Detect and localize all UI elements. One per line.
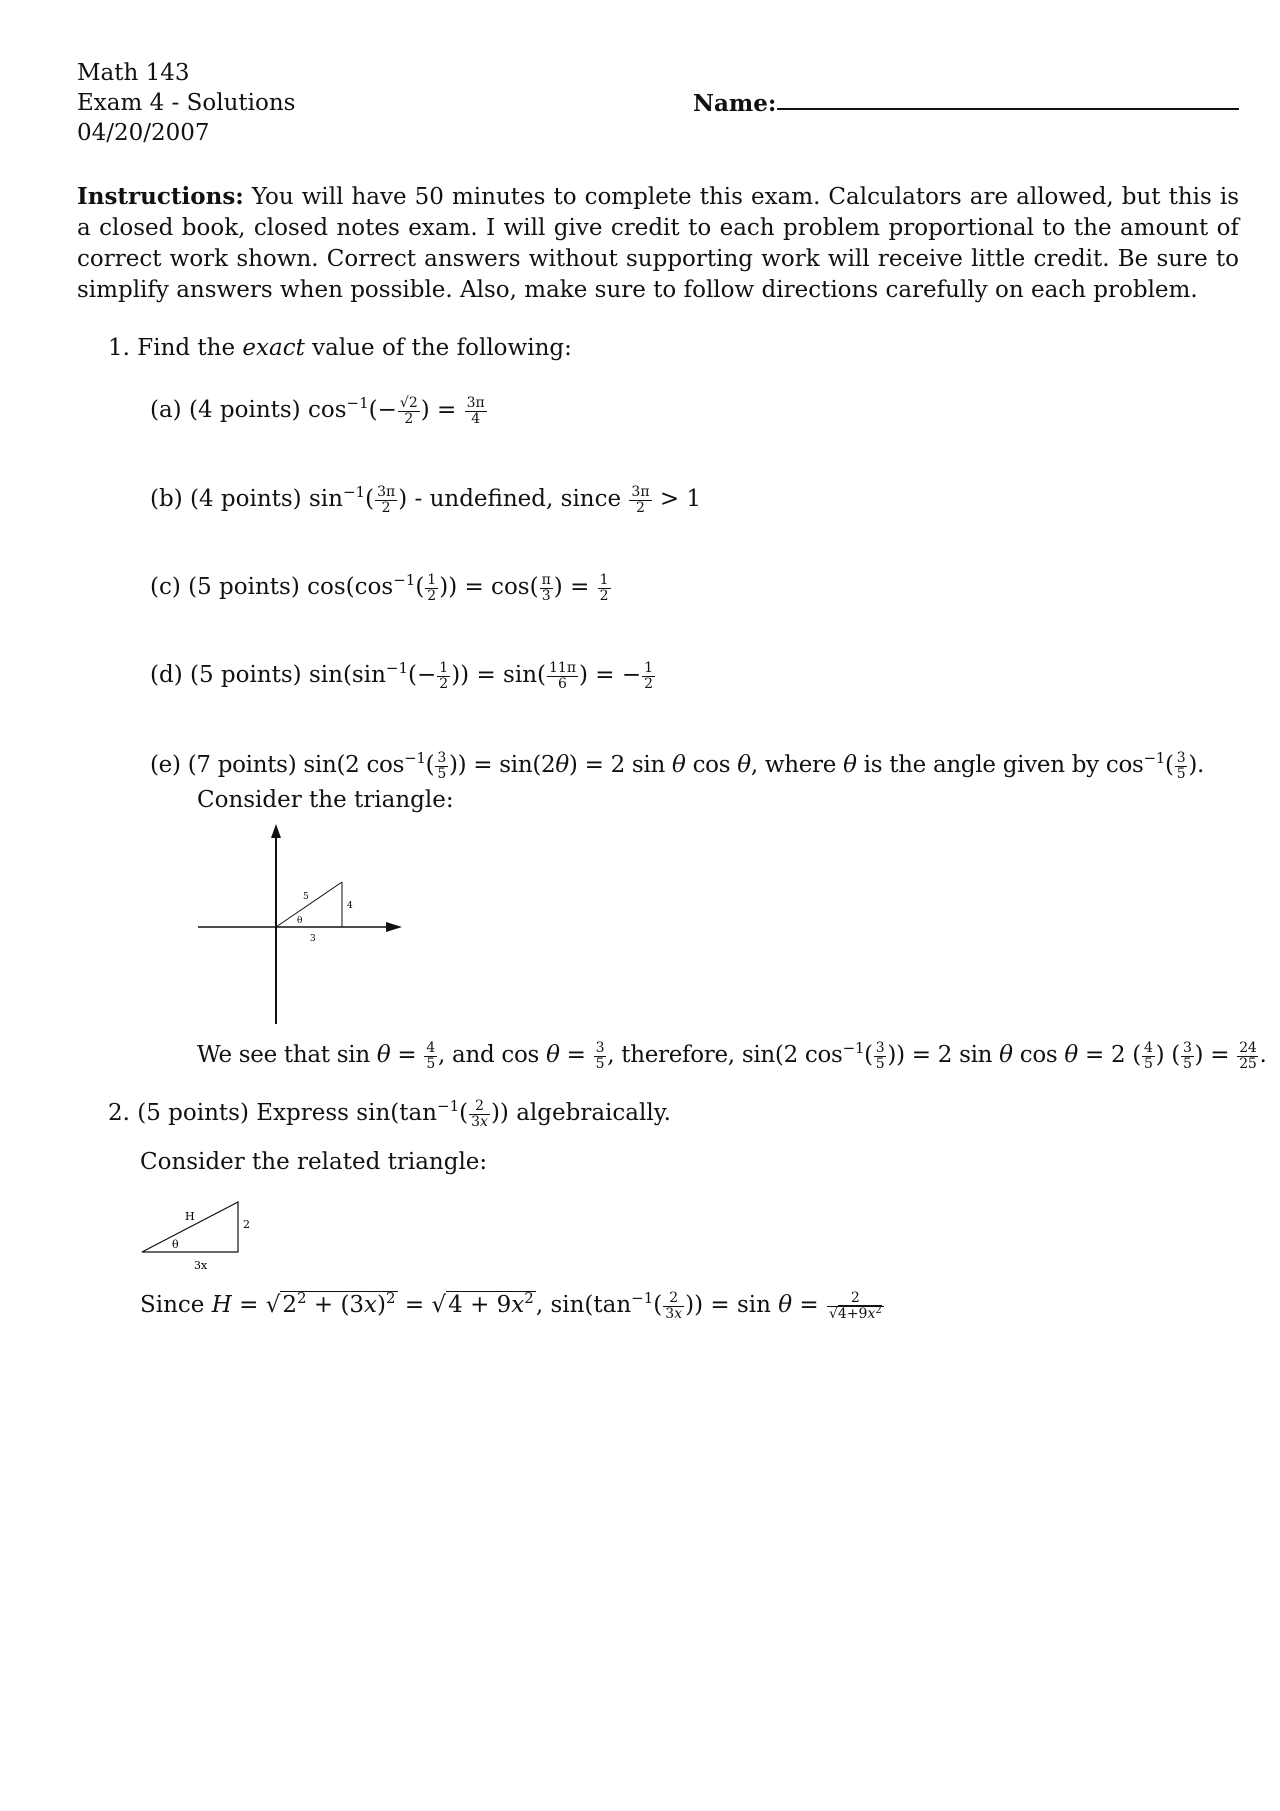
problem-2-number: 2. bbox=[108, 1100, 130, 1126]
hyp-label-2: H bbox=[185, 1210, 195, 1223]
part-e-result: sin(2 $\cos^{-1}$( $\frac{3}{5}$ )) = 2 sin θ cos θ = 2 ( $\frac{4}{5}$ ) ( $\frac{3}{5}$ ) = $\frac{24}{25}$ . bbox=[741, 1039, 1267, 1072]
y-axis-arrow bbox=[271, 824, 281, 838]
exam-date: 04/20/2007 bbox=[77, 120, 210, 146]
problem-2-result: $H = √2^2 + (3x)^2 = √4 + 9x^2$, $\sin(\tan^{-1}$( $\frac{2}{3x}$ )) = sin θ = $\frac{2}{√4+9x^2}$ bbox=[211, 1289, 882, 1322]
problem-1-prompt-emph: exact bbox=[242, 335, 305, 361]
part-a-expression: $\cos^{-1}(-$ $\frac{√2}{2}$ ) = $\frac{3\pi}{4}$ bbox=[307, 394, 485, 427]
problem-1-prompt-before: Find the bbox=[137, 335, 236, 361]
triangle-figure-1 bbox=[190, 820, 410, 1030]
part-e-angle-text: is the angle given by bbox=[863, 752, 1099, 778]
instructions-label: Instructions: bbox=[77, 183, 244, 210]
x-axis-arrow bbox=[386, 922, 402, 932]
problem-2-expression: $\sin(\tan^{-1}$( $\frac{2}{3x}$ )) bbox=[356, 1097, 509, 1130]
adj-label-2: 3x bbox=[194, 1259, 208, 1272]
part-c-expression: $\cos(\cos^{-1}$( $\frac{1}{2}$ )) = cos( $\frac{\pi}{3}$ ) = $\frac{1}{2}$ bbox=[307, 571, 609, 604]
sin-theta-value: sin θ = $\frac{4}{5}$ bbox=[336, 1039, 436, 1072]
part-b-expression: $\sin^{-1}$( $\frac{3\pi}{2}$ ) bbox=[308, 483, 408, 516]
part-e-conclusion bbox=[197, 1040, 1266, 1072]
part-a-points: (4 points) bbox=[188, 397, 301, 423]
part-e-expression: sin(2 $\cos^{-1}$( $\frac{3}{5}$ )) = sin(2θ) = 2 sin θ cos θ bbox=[303, 749, 751, 782]
problem-1-prompt-after: value of the following: bbox=[312, 335, 572, 361]
angle-label-2: θ bbox=[172, 1238, 179, 1251]
and-text: , and bbox=[438, 1042, 495, 1068]
therefore-text: , therefore, bbox=[607, 1042, 735, 1068]
opp-label: 4 bbox=[347, 901, 353, 911]
part-e-angle-expression: $\cos^{-1}$( $\frac{3}{5}$ ). bbox=[1105, 749, 1205, 782]
part-b-label: (b) bbox=[150, 486, 183, 512]
course-title: Math 143 bbox=[77, 60, 190, 86]
instructions-text: You will have 50 minutes to complete this exam. Calculators are allowed, but this is a closed book, closed notes exam. I will give credit to each problem proportional to the amount of correct work shown. Correct answers without supporting work will receive little credit. Be sure to simplify answers when possible. Also, make sure to follow directions carefully on each problem. bbox=[77, 184, 1240, 303]
part-c-points: (5 points) bbox=[188, 574, 300, 600]
hypotenuse bbox=[276, 882, 342, 927]
problem-2-algebraically: algebraically. bbox=[516, 1100, 671, 1126]
problem-2-conclusion bbox=[140, 1290, 885, 1322]
exam-title: Exam 4 - Solutions bbox=[77, 90, 296, 116]
triangle-figure-2 bbox=[130, 1192, 270, 1272]
problem-1-number: 1. bbox=[108, 335, 130, 361]
since-text: Since bbox=[140, 1292, 205, 1318]
problem-1a bbox=[150, 395, 488, 427]
adj-label: 3 bbox=[310, 934, 316, 944]
hyp-label: 5 bbox=[303, 892, 309, 902]
part-e-where: , where bbox=[750, 752, 837, 778]
part-b-inequality: $\frac{3\pi}{2}$ > 1 bbox=[631, 483, 702, 516]
part-a-label: (a) bbox=[150, 397, 182, 423]
problem-2 bbox=[108, 1098, 671, 1130]
opp-label-2: 2 bbox=[243, 1218, 250, 1231]
cos-theta-value: cos θ = $\frac{3}{5}$ bbox=[501, 1039, 605, 1072]
part-d-expression: $\sin(\sin^{-1}(-$ $\frac{1}{2}$ )) = sin( $\frac{11\pi}{6}$ ) = − $\frac{1}{2}$ bbox=[308, 659, 654, 692]
problem-2-consider: Consider the related triangle: bbox=[140, 1149, 488, 1175]
part-b-text: - undefined, since bbox=[414, 486, 622, 512]
problem-1-prompt bbox=[108, 333, 572, 364]
part-c-label: (c) bbox=[150, 574, 181, 600]
name-blank-line bbox=[777, 108, 1239, 110]
we-see-text: We see that bbox=[197, 1042, 330, 1068]
part-e-points: (7 points) bbox=[187, 752, 297, 778]
part-d-points: (5 points) bbox=[189, 662, 302, 688]
part-e-consider: Consider the triangle: bbox=[197, 787, 454, 813]
part-b-points: (4 points) bbox=[189, 486, 302, 512]
problem-1e bbox=[150, 750, 1204, 782]
problem-1c bbox=[150, 572, 612, 604]
theta-symbol: θ bbox=[843, 752, 857, 778]
problem-2-express: Express bbox=[256, 1100, 349, 1126]
instructions bbox=[77, 181, 1239, 306]
name-label: Name: bbox=[693, 90, 777, 117]
part-e-label: (e) bbox=[150, 752, 181, 778]
problem-2-points: (5 points) bbox=[137, 1100, 249, 1126]
angle-label: θ bbox=[297, 916, 303, 926]
part-d-label: (d) bbox=[150, 662, 183, 688]
problem-1d bbox=[150, 660, 656, 692]
problem-1b bbox=[150, 484, 701, 516]
